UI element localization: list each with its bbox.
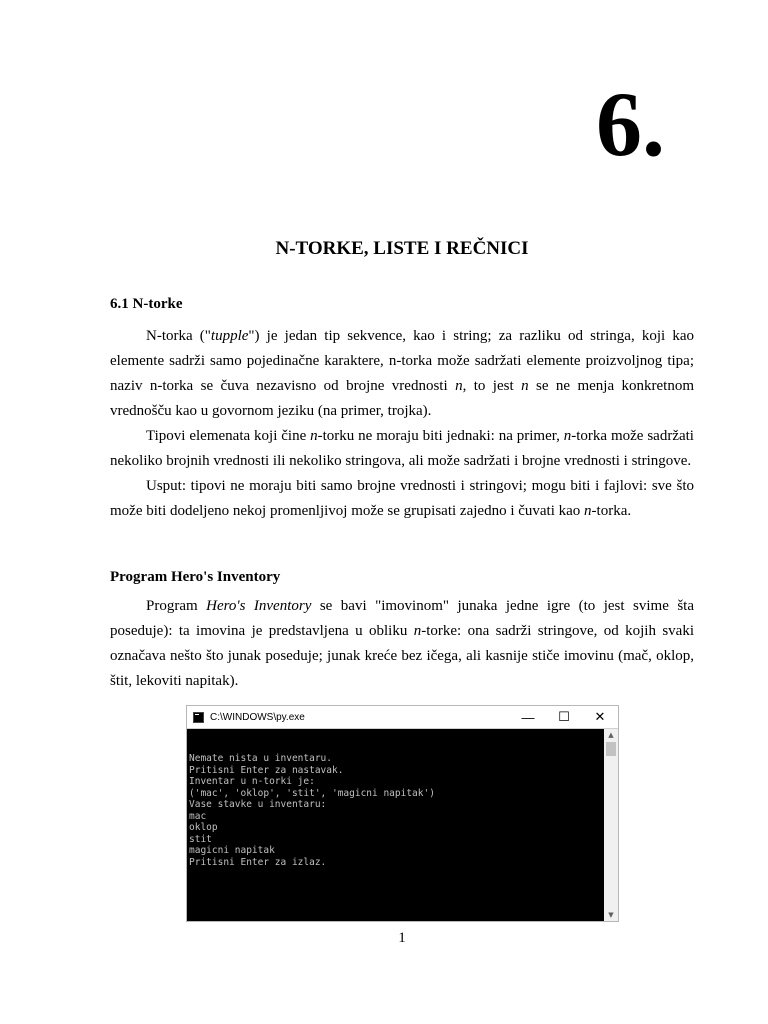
- console-line: Pritisni Enter za nastavak.: [189, 764, 344, 776]
- console-line: Inventar u n-torki je:: [189, 776, 315, 787]
- paragraph: Usput: tipovi ne moraju biti samo brojne vrednosti i stringovi; mogu biti i fajlovi: sve što može biti dodeljeno nekoj promenljivoj može se grupisati zajedno i čuvati kao n-torka.: [110, 478, 694, 519]
- section-heading-ntorke: 6.1 N-torke: [110, 296, 183, 312]
- console-line: oklop: [189, 822, 218, 833]
- console-titlebar[interactable]: [187, 706, 618, 729]
- console-line: magicni napitak: [189, 845, 275, 856]
- chapter-title: N-TORKE, LISTE I REČNICI: [275, 238, 529, 259]
- console-line: Pritisni Enter za izlaz.: [189, 856, 327, 868]
- section-1-body: [110, 324, 694, 524]
- section-heading-program: Program Hero's Inventory: [110, 569, 281, 585]
- paragraph: Program Hero's Inventory se bavi "imovinom" junaka jedne igre (to jest svime šta poseduje): ta imovina je predstavljena u obliku n-torke: ona sadrži stringove, od kojih svaki označava nešto što junak poseduje; junak kreće bez ičega, ali kasnije stiče imovinu (mač, oklop, štit, lekoviti napitak).: [110, 598, 694, 689]
- chapter-number: 6.: [596, 73, 665, 175]
- console-line: stit: [189, 833, 212, 845]
- paragraph: Tipovi elemenata koji čine n-torku ne moraju biti jednaki: na primer, n-torka može sadržati nekoliko brojnih vrednosti ili nekoliko stringova, ali može sadržati i brojne vrednosti i stringove.: [110, 428, 694, 469]
- console-output: [187, 729, 604, 921]
- console-scrollbar[interactable]: [604, 729, 618, 921]
- console-line: mac: [189, 810, 207, 822]
- console-line: Vase stavke u inventaru:: [189, 799, 327, 810]
- console-line: Nemate nista u inventaru.: [189, 753, 332, 764]
- scroll-down-arrow-icon[interactable]: ▼: [608, 911, 614, 919]
- close-button[interactable]: ✕: [594, 709, 606, 724]
- console-app-icon: [193, 712, 204, 723]
- paragraph: N-torka ("tupple") je jedan tip sekvence, kao i string; za razliku od stringa, koji kao elemente sadrži samo pojedinačne karaktere, n-torka može sadržati elemente proizvoljnog tipa; naziv n-torka se čuva nezavisno od brojne vrednosti n, to jest n se ne menja konkretnom vrednošču kao u govornom jeziku (na primer, trojka).: [110, 328, 695, 419]
- console-title: C:\WINDOWS\py.exe: [210, 711, 305, 723]
- maximize-button[interactable]: ☐: [558, 709, 570, 724]
- console-line: ('mac', 'oklop', 'stit', 'magicni napitak'): [189, 787, 435, 799]
- console-window: [186, 705, 619, 922]
- page-number: 1: [398, 930, 406, 946]
- scroll-up-arrow-icon[interactable]: ▲: [608, 731, 614, 739]
- scroll-thumb[interactable]: [606, 742, 616, 756]
- minimize-button[interactable]: —: [521, 709, 535, 725]
- section-2-body: [110, 594, 694, 694]
